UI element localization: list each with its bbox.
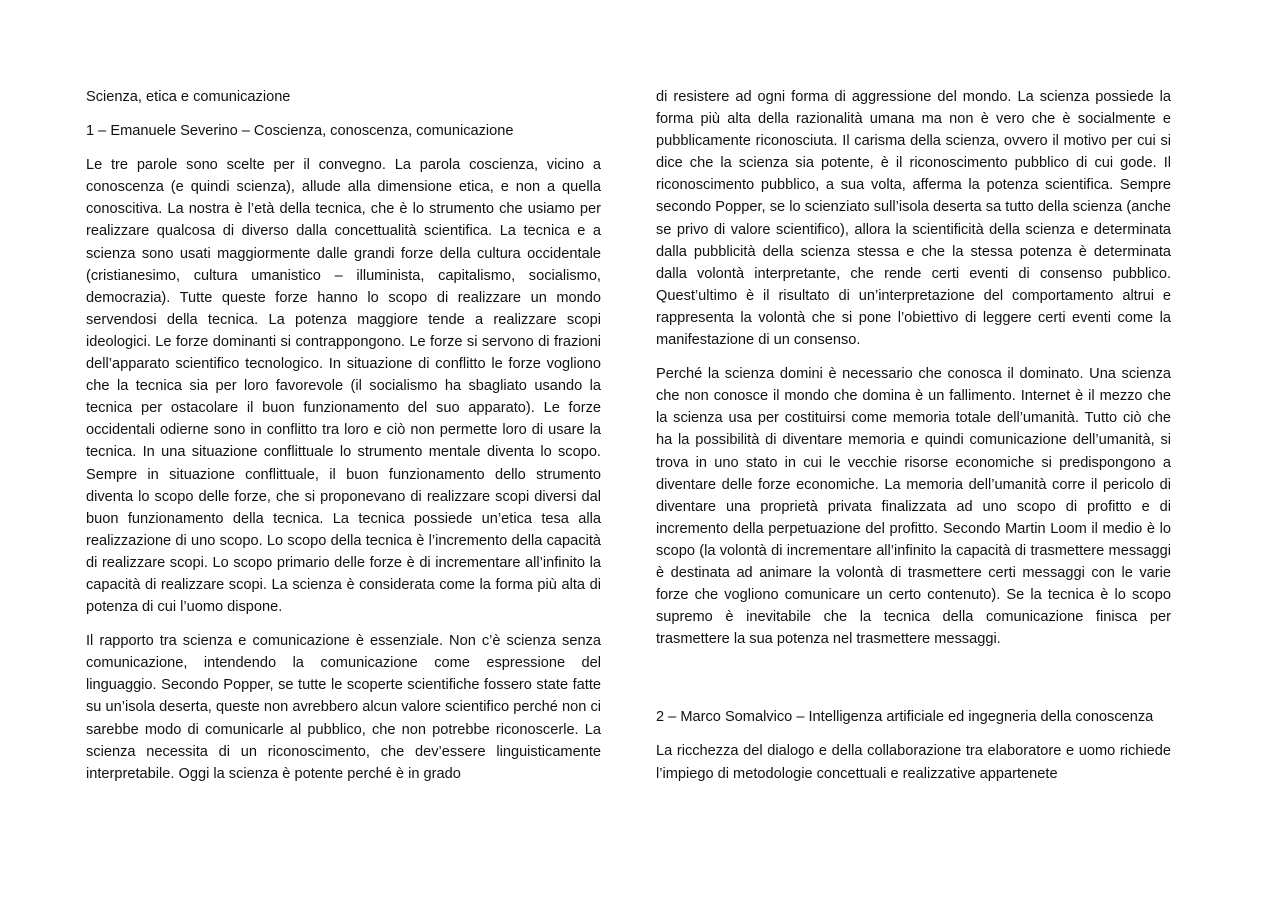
paragraph: La ricchezza del dialogo e della collaborazione tra elaboratore e uomo richiede l’impiego di metodologie concettuali e realizzative appartenete: [656, 743, 1171, 782]
left-column: [86, 86, 601, 797]
paragraph: Perché la scienza domini è necessario che conosca il dominato. Una scienza che non conosce il mondo che domina è un fallimento. Internet è il mezzo che la scienza usa per costituirsi come memoria totale dell’umanità. Tutto ciò che ha la possibilità di diventare memoria e quindi comunicazione dell’umanità, si trova in uno stato in cui le vecchie risorse economiche si predispongono a diventare delle forze economiche. La memoria dell’umanità corre il pericolo di diventare una proprietà privata finalizzata ad uno scopo di profitto e di incremento della perpetuazione del profitto. Secondo Martin Loom il medio è lo scopo (la volontà di incrementare all’infinito la capacità di trasmettere messaggi è destinata ad animare la volontà di trasmettere certi messaggi con le varie forze che vogliono comunicare un certo contenuto). Se la tecnica è lo scopo supremo è inevitabile che la tecnica della comunicazione finisca per trasmettere la sua potenza nel trasmettere messaggi.: [656, 366, 1171, 648]
right-column: [656, 86, 1171, 797]
document-title: Scienza, etica e comunicazione: [86, 89, 291, 105]
section-spacer: [656, 662, 1171, 706]
paragraph: di resistere ad ogni forma di aggressione del mondo. La scienza possiede la forma più alta della razionalità umana ma non è vero che è socialmente e pubblicamente riconosciuta. Il carisma della scienza, ovvero il motivo per cui si dice che la scienza sia potente, è il riconoscimento pubblico di cui gode. Il riconoscimento pubblico, a sua volta, afferma la potenza scientifica. Sempre secondo Popper, se lo scienziato sull’isola deserta sa tutto della scienza (anche se privo di valore scientifico), allora la scientificità della scienza e determinata dalla pubblicità della scienza stessa e che la stessa potenza è determinata dalla volontà interpretante, che rende certi eventi di consenso pubblico. Quest’ultimo è il risultato di un’interpretazione del comportamento altrui e rappresenta la volontà che si pone l’obiettivo di leggere certi eventi come la manifestazione di un consenso.: [656, 89, 1171, 349]
section-2-heading: 2 – Marco Somalvico – Intelligenza artificiale ed ingegneria della conoscenza: [656, 709, 1154, 726]
paragraph: Le tre parole sono scelte per il convegno. La parola coscienza, vicino a conoscenza (e quindi scienza), allude alla dimensione etica, e non a quella conoscitiva. La nostra è l’età della tecnica, che è lo strumento che usiamo per realizzare qualcosa di diverso dalla concettualità scientifica. La tecnica e a scienza sono usati maggiormente dalle grandi forze della cultura occidentale (cristianesimo, cultura umanistico – illuminista, capitalismo, socialismo, democrazia). Tutte queste forze hanno lo scopo di realizzare un mondo servendosi della tecnica. La potenza maggiore tende a realizzare scopi ideologici. Le forze dominanti si contrappongono. Le forze si servono di frazioni dell’apparato scientifico tecnologico. In situazione di conflitto le forze vogliono che la tecnica sia per loro favorevole (il socialismo ha sbagliato usando la tecnica per ostacolare il buon funzionamento del suo apparato). Le forze occidentali odierne sono in conflitto tra loro e ciò non permette loro di usare la tecnica. In una situazione conflittuale lo strumento mentale diventa lo scopo. Sempre in situazione conflittuale, il buon funzionamento dello strumento diventa lo scopo delle forze, che si proponevano di realizzare scopi diversi dal buon funzionamento della tecnica. La tecnica possiede un’etica tesa alla realizzazione di uno scopo. Lo scopo della tecnica è l’incremento della capacità di realizzare scopi. Lo scopo primario delle forze è di incrementare all’infinito la capacità di realizzare scopi. La scienza è considerata come la forma più alta di potenza di cui l’uomo dispone.: [86, 157, 601, 616]
section-1-heading: 1 – Emanuele Severino – Coscienza, conoscenza, comunicazione: [86, 123, 514, 140]
paragraph: Il rapporto tra scienza e comunicazione è essenziale. Non c’è scienza senza comunicazione, intendendo la comunicazione come espressione del linguaggio. Secondo Popper, se tutte le scoperte scientifiche fossero state fatte su un’isola deserta, queste non avrebbero alcun valore scientifico perché non ci sarebbe modo di comunicarle al pubblico, che non potrebbe riconoscerle. La scienza necessita di un riconoscimento, che dev’essere linguisticamente interpretabile. Oggi la scienza è potente perché è in grado: [86, 633, 601, 782]
